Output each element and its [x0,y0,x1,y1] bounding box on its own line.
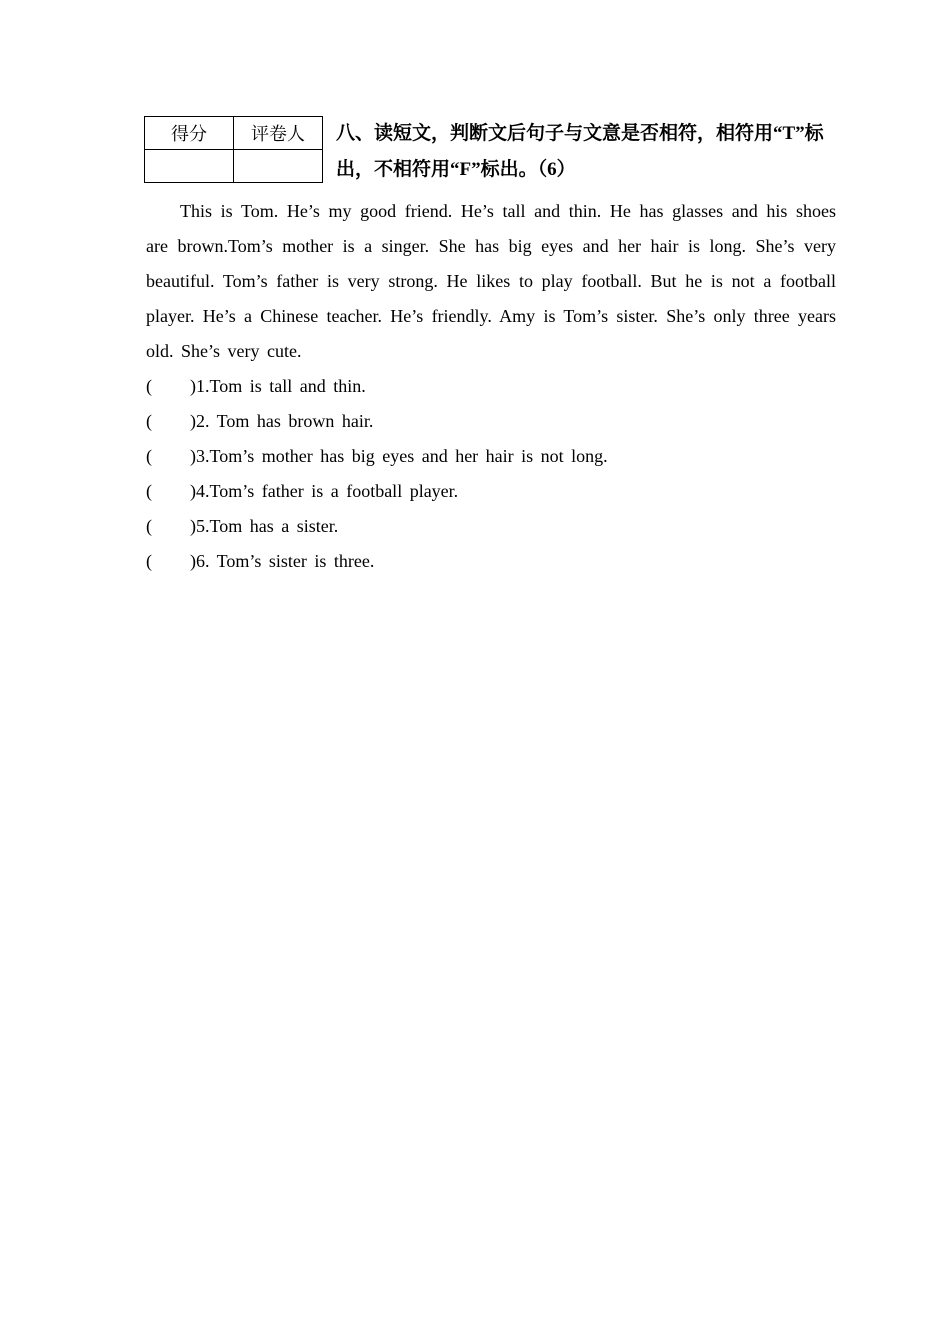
reading-passage: This is Tom. He’s my good friend. He’s tall and thin. He has glasses and his shoes are brown.Tom’s mother is a singer. She has big eyes and her hair is long. She’s very beautiful. Tom’s father is very strong. He likes to play football. But he is not a football player. He’s a Chinese teacher. He’s friendly. Amy is Tom’s sister. She’s only three years old. She’s very cute. [146,201,836,361]
question-text-1: )1.Tom is tall and thin. [190,376,366,396]
grader-cell[interactable] [234,150,323,183]
answer-blank-3[interactable]: ( [146,446,152,466]
answer-blank-4[interactable]: ( [146,481,152,501]
question-item-5 [146,509,608,544]
answer-blank-1[interactable]: ( [146,376,152,396]
grader-header: 评卷人 [234,117,323,150]
score-table-header-row [145,117,323,150]
question-text-4: )4.Tom’s father is a football player. [190,481,459,501]
question-item-4 [146,474,608,509]
answer-blank-2[interactable]: ( [146,411,152,431]
score-table-entry-row [145,150,323,183]
answer-blank-5[interactable]: ( [146,516,152,536]
question-item-6 [146,544,608,579]
question-item-2 [146,404,608,439]
question-text-6: )6. Tom’s sister is three. [190,551,375,571]
section-title: 八、读短文，判断文后句子与文意是否相符，相符用“T”标出，不相符用“F”标出。（6） [336,123,824,180]
score-header: 得分 [145,117,234,150]
score-table [144,116,323,183]
score-cell[interactable] [145,150,234,183]
question-list [146,369,608,579]
question-text-5: )5.Tom has a sister. [190,516,339,536]
question-text-3: )3.Tom’s mother has big eyes and her hair is not long. [190,446,608,466]
question-item-1 [146,369,608,404]
question-text-2: )2. Tom has brown hair. [190,411,374,431]
answer-blank-6[interactable]: ( [146,551,152,571]
question-item-3 [146,439,608,474]
